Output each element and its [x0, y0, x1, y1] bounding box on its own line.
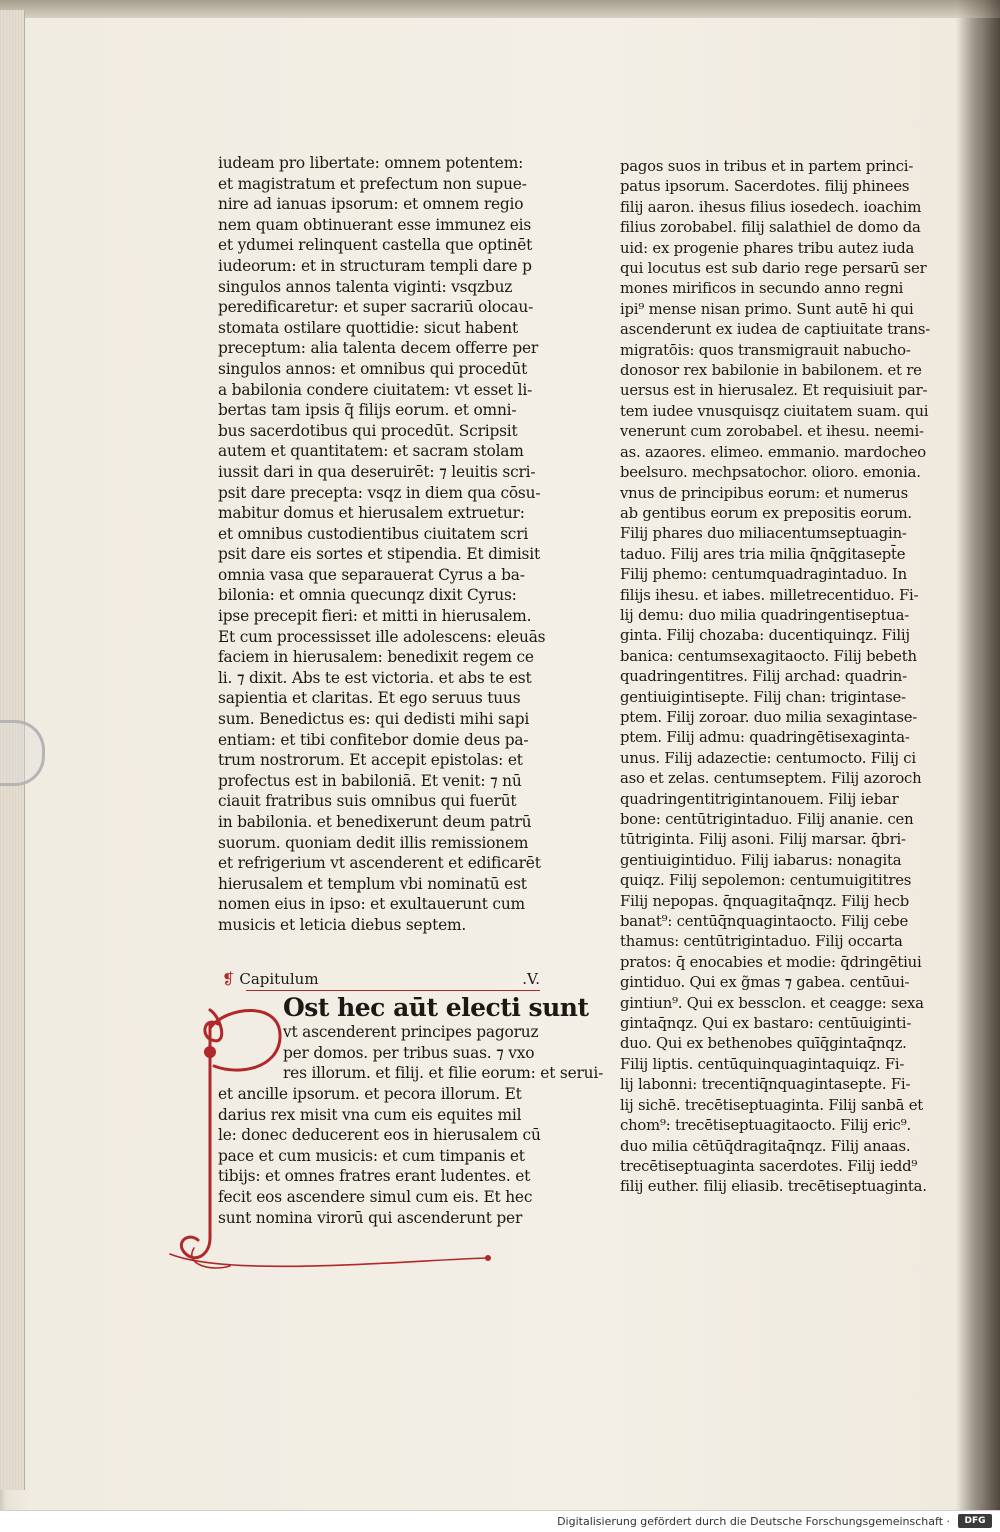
text-line: uersus est in hierusalez. Et requisiuit par- — [620, 382, 928, 400]
dfg-logo-icon: DFG — [958, 1514, 992, 1528]
chapter-indented-line: vt ascenderent principes pagoruz — [283, 1023, 539, 1041]
text-line: trum nostrorum. Et accepit epistolas: et — [218, 751, 523, 770]
text-line: ascenderunt ex iudea de captiuitate trans- — [620, 321, 931, 339]
text-line: in babilonia. et benedixerunt deum patrū — [218, 813, 532, 831]
text-line: singulos annos talenta viginti: vsqzbuz — [218, 277, 513, 296]
chapter-text-line: tibijs: et omnes fratres erant ludentes. et — [218, 1167, 531, 1186]
text-line: faciem in hierusalem: benedixit regem ce — [218, 648, 534, 667]
page-top-edge — [0, 0, 1000, 18]
text-line: filijs ihesu. et iabes. milletrecentiduo. Fi- — [620, 586, 919, 604]
text-line: quiqz. Filij sepolemon: centumuigititres — [620, 872, 912, 890]
text-line: autem et quantitatem: et sacram stolam — [218, 442, 524, 461]
text-line: pagos suos in tribus et in partem princi- — [620, 158, 914, 175]
text-line: psit dare precepta: vsqz in diem qua cōsu- — [218, 483, 541, 502]
text-line: gentiuigintisepte. Filij chan: trigintase- — [620, 688, 906, 706]
text-line: lij labonni: trecentiq̄nquagintasepte. Fi- — [620, 1076, 911, 1094]
text-line: pratos: q̄ enocabies et modie: q̄dringētiui — [620, 953, 922, 971]
text-line: Et cum processisset ille adolescens: eleuās — [218, 627, 546, 646]
chapter-text-line: et ancille ipsorum. et pecora illorum. Et — [218, 1085, 522, 1103]
text-line: iussit dari in qua deseruirēt: ⁊ leuitis scri- — [218, 462, 536, 481]
text-line: bilonia: et omnia quecunqz dixit Cyrus: — [218, 586, 517, 605]
text-line: gintiduo. Qui ex g̃mas ⁊ gabea. centūui- — [620, 974, 910, 992]
paragraph-mark-icon: ❡ — [222, 970, 235, 988]
text-line: ptem. Filij admu: quadringētisexaginta- — [620, 729, 910, 747]
text-line: duo milia cētūq̄dragitaq̄nqz. Filij anaas. — [620, 1137, 911, 1155]
text-line: uid: ex progenie phares tribu autez iuda — [620, 239, 915, 257]
chapter-text-line: fecit eos ascendere simul cum eis. Et hec — [218, 1187, 533, 1206]
text-line: ipi⁹ mense nisan primo. Sunt autē hi qui — [620, 300, 914, 318]
text-line: qui locutus est sub dario rege persarū ser — [620, 260, 927, 278]
chapter-text-line: darius rex misit vna cum eis equites mil — [218, 1105, 522, 1124]
text-line: bone: centūtrigintaduo. Filij ananie. cen — [620, 811, 914, 828]
chapter-text-line: le: donec deducerent eos in hierusalem cū — [218, 1126, 541, 1145]
text-line: banica: centumsexagitaocto. Filij bebeth — [620, 647, 917, 665]
text-line: unus. Filij adazectie: centumocto. Filij ci — [620, 749, 916, 767]
text-line: nomen eius in ipso: et exultauerunt cum — [218, 895, 525, 914]
text-line: ab gentibus eorum ex prepositis eorum. — [620, 504, 912, 522]
chapter-indented-line: per domos. per tribus suas. ⁊ vxo — [283, 1043, 535, 1062]
text-line: lij demu: duo milia quadringentiseptua- — [620, 606, 909, 624]
text-line: stomata ostilare quottidie: sicut habent — [218, 318, 518, 337]
chapter-lead-line: Ost hec aūt electi sunt — [283, 993, 589, 1022]
text-line: mabitur domus et hierusalem extruetur: — [218, 504, 525, 523]
text-line: ciauit fratribus suis omnibus qui fuerūt — [218, 792, 517, 811]
chapter-opening — [283, 993, 604, 1084]
text-line: lij sichē. trecētiseptuaginta. Filij sanbā et — [620, 1096, 923, 1114]
text-line: suorum. quoniam dedit illis remissionem — [218, 833, 529, 852]
text-line: et magistratum et prefectum non supue- — [218, 174, 527, 193]
text-line: venerunt cum zorobabel. et ihesu. neemi- — [620, 423, 924, 441]
text-line: taduo. Filij ares tria milia q̄nq̄gitasept̄e — [620, 545, 906, 563]
text-line: iudeorum: et in structuram templi dare p — [218, 256, 532, 275]
text-line: gintaq̄nqz. Qui ex bastaro: centūuiginti- — [620, 1015, 912, 1033]
text-line: Filij liptis. centūquinquagintaquiqz. Fi- — [620, 1055, 905, 1073]
text-line: sapientia et claritas. Et ego seruus tuus — [218, 689, 521, 708]
text-line: bertas tam ipsis q̄ filijs eorum. et omni- — [218, 401, 517, 420]
text-line: gintiun⁹. Qui ex bessclon. et ceagge: sexa — [620, 994, 924, 1012]
text-line: peredificaretur: et super sacrariū olocau- — [218, 298, 534, 317]
text-line: vnus de principibus eorum: et numerus — [620, 484, 909, 502]
text-line: aso et zelas. centumseptem. Filij azoroch — [620, 770, 922, 788]
text-line: et omnibus custodientibus ciuitatem scri — [218, 524, 529, 543]
text-line: omnia vasa que separauerat Cyrus a ba- — [218, 565, 525, 584]
text-line: tūtriginta. Filij asoni. Filij marsar. q̄bri- — [620, 831, 906, 849]
text-line: musicis et leticia diebus septem. — [218, 915, 467, 934]
text-line: a babilonia condere ciuitatem: vt esset li- — [218, 380, 533, 399]
text-line: iudeam pro libertate: omnem potentem: — [218, 154, 524, 172]
text-line: filij euther. filij eliasib. trecētiseptuaginta. — [620, 1178, 927, 1196]
chapter-number: .V. — [522, 970, 540, 988]
digitization-footer — [0, 1510, 1000, 1532]
text-line: et refrigerium vt ascenderent et edificarēt — [218, 854, 541, 873]
text-line: thamus: centūtrigintaduo. Filij occarta — [620, 933, 903, 951]
text-line: psit dare eis sortes et stipendia. Et dimisit — [218, 545, 540, 564]
text-line: profectus est in babiloniā. Et venit: ⁊ nū — [218, 771, 522, 790]
text-line: tem iudee vnusquisqz ciuitatem suam. qui — [620, 402, 929, 420]
right-text-column — [620, 157, 938, 1198]
dfg-credit-text: Digitalisierung gefördert durch die Deutsche Forschungsgemeinschaft · — [557, 1515, 950, 1528]
text-line: ptem. Filij zoroar. duo milia sexagintase- — [620, 708, 918, 726]
text-line: nire ad ianuas ipsorum: et omnem regio — [218, 195, 524, 214]
text-line: Filij phemo: centumquadragintaduo. In — [620, 566, 907, 584]
text-line: beelsuro. mechpsatochor. olioro. emonia. — [620, 464, 921, 482]
text-line: trecētiseptuaginta sacerdotes. Filij iedd⁹ — [620, 1157, 918, 1175]
text-line: quadringentitres. Filij archad: quadrin- — [620, 668, 907, 686]
text-line: ipse precepit fieri: et mitti in hierusalem. — [218, 607, 532, 626]
text-line: quadringentitrigintanouem. Filij iebar — [620, 790, 899, 808]
text-line: patus ipsorum. Sacerdotes. filij phinees — [620, 178, 910, 196]
text-line: Filij phares duo miliacentumseptuagin- — [620, 525, 907, 543]
gutter-shadow — [958, 0, 1000, 1510]
text-line: nem quam obtinuerant esse immunez eis — [218, 215, 532, 234]
text-line: singulos annos: et omnibus qui procedūt — [218, 359, 528, 378]
text-line: bus sacerdotibus qui procedūt. Scripsit — [218, 421, 518, 440]
text-line: mones mirificos in secundo anno regni — [620, 280, 904, 298]
text-line: duo. Qui ex bethenobes quīq̄gintaq̄nqz. — [620, 1035, 907, 1053]
chapter-indented-line: res illorum. et filij. et filie eorum: et serui- — [283, 1064, 604, 1083]
text-line: banat⁹: centūq̄nquagintaocto. Filij cebe — [620, 913, 909, 931]
page-clip — [0, 720, 45, 786]
chapter-indented-lines — [283, 1022, 604, 1084]
text-line: gentiuigintiduo. Filij iabarus: nonagita — [620, 851, 902, 869]
text-line: hierusalem et templum vbi nominatū est — [218, 874, 527, 893]
chapter-text-line: pace et cum musicis: et cum timpanis et — [218, 1146, 525, 1165]
text-line: et ydumei relinquent castella que optinēt — [218, 236, 533, 255]
text-line: filij aaron. ihesus filius iosedech. ioachim — [620, 198, 922, 216]
chapter-body-lines — [218, 1084, 546, 1228]
left-text-column — [218, 153, 546, 936]
text-line: migratōis: quos transmigrauit nabucho- — [620, 341, 911, 359]
text-line: Filij nepopas. q̄nquagitaq̄nqz. Filij hecb — [620, 892, 909, 910]
chapter-label-text: Capitulum — [239, 970, 319, 988]
chapter-text-line: sunt nomina virorū qui ascenderunt per — [218, 1208, 523, 1227]
text-line: li. ⁊ dixit. Abs te est victoria. et abs te est — [218, 668, 532, 687]
chapter-label — [222, 970, 319, 988]
text-line: entiam: et tibi confitebor domie deus pa- — [218, 730, 529, 749]
text-line: filius zorobabel. filij salathiel de domo da — [620, 219, 921, 237]
text-line: sum. Benedictus es: qui dedisti mihi sapi — [218, 710, 530, 729]
text-line: as. azaores. elimeo. emmanio. mardocheo — [620, 443, 927, 461]
text-line: ginta. Filij chozaba: ducentiquinqz. Filij — [620, 627, 910, 645]
text-line: donosor rex babilonie in babilonem. et re — [620, 362, 922, 380]
text-line: chom⁹: trecētiseptuagitaocto. Filij eric⁹. — [620, 1117, 912, 1135]
text-line: preceptum: alia talenta decem offerre per — [218, 339, 539, 358]
